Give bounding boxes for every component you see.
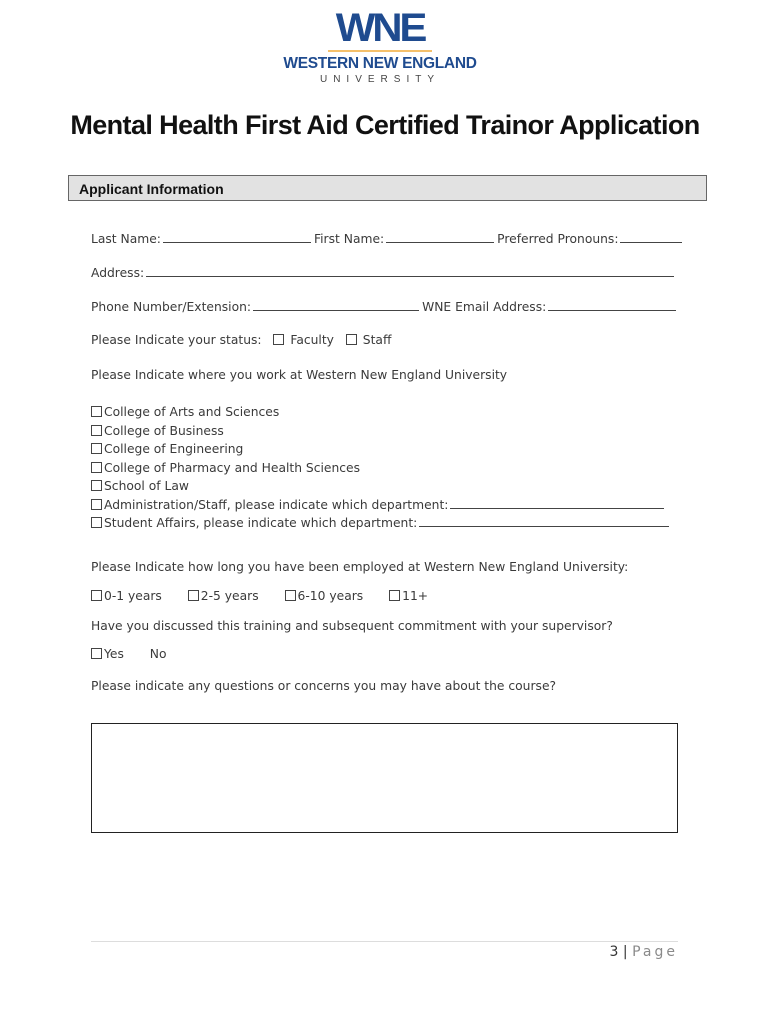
pronouns-field[interactable] <box>620 231 682 243</box>
option-label: Administration/Staff, please indicate which department: <box>104 497 449 512</box>
checkbox[interactable] <box>91 425 102 436</box>
checkbox[interactable] <box>91 462 102 473</box>
section-header: Applicant Information <box>68 175 707 201</box>
student-affairs-department-field[interactable] <box>419 515 669 527</box>
logo-mark: WNE <box>335 6 425 50</box>
pronouns-label: Preferred Pronouns: <box>497 232 619 246</box>
page-label: Page <box>632 944 678 960</box>
tenure-label: Please Indicate how long you have been employed at Western New England University: <box>91 560 629 574</box>
logo-name: WESTERN NEW ENGLAND <box>283 55 477 72</box>
footer-separator: | <box>622 944 628 960</box>
option-label: 11+ <box>402 589 429 603</box>
checkbox[interactable] <box>91 406 102 417</box>
option-label: Student Affairs, please indicate which department: <box>104 516 418 530</box>
option-label: School of Law <box>104 479 189 493</box>
page-number: 3 <box>609 944 619 960</box>
admin-department-field[interactable] <box>450 497 664 509</box>
questions-textbox[interactable] <box>91 723 678 833</box>
email-field[interactable] <box>548 299 676 311</box>
logo-rule <box>328 50 432 52</box>
phone-field[interactable] <box>253 299 419 311</box>
page-footer <box>610 944 678 960</box>
work-option <box>91 477 672 496</box>
no-option[interactable]: No <box>149 647 167 661</box>
supervisor-label: Have you discussed this training and subsequent commitment with your supervisor? <box>91 619 613 633</box>
last-name-label: Last Name: <box>91 232 161 246</box>
checkbox[interactable] <box>91 480 102 491</box>
first-name-label: First Name: <box>313 232 385 246</box>
checkbox[interactable] <box>91 590 102 601</box>
email-label: WNE Email Address: <box>422 300 547 314</box>
yes-label: Yes <box>104 647 124 661</box>
checkbox[interactable] <box>91 443 102 454</box>
checkbox[interactable] <box>285 590 296 601</box>
status-row <box>91 333 391 348</box>
option-label: College of Pharmacy and Health Sciences <box>104 460 361 475</box>
option-label: 2-5 years <box>200 589 259 603</box>
checkbox[interactable] <box>91 499 102 510</box>
contact-row <box>91 299 679 315</box>
option-label: 0-1 years <box>104 589 162 603</box>
last-name-field[interactable] <box>163 231 311 243</box>
supervisor-options <box>91 647 167 662</box>
address-field[interactable] <box>146 265 674 277</box>
work-option <box>91 440 672 459</box>
address-label: Address: <box>91 266 145 280</box>
work-option <box>91 514 672 533</box>
page-title: Mental Health First Aid Certified Trainor Application <box>70 110 700 140</box>
address-row <box>91 265 677 281</box>
yes-checkbox[interactable] <box>91 648 102 659</box>
checkbox[interactable] <box>188 590 199 601</box>
work-option <box>91 403 672 422</box>
work-options <box>91 403 672 533</box>
work-option <box>91 459 672 478</box>
phone-label: Phone Number/Extension: <box>91 300 252 314</box>
checkbox[interactable] <box>91 517 102 528</box>
work-label: Please Indicate where you work at Western New England University <box>91 368 508 382</box>
option-label: College of Business <box>104 423 224 438</box>
option-label: College of Arts and Sciences <box>104 405 280 419</box>
faculty-checkbox[interactable] <box>273 334 284 345</box>
footer-divider <box>91 941 678 942</box>
tenure-options <box>91 589 428 604</box>
staff-checkbox[interactable] <box>346 334 357 345</box>
staff-label: Staff <box>362 333 392 347</box>
first-name-field[interactable] <box>386 231 494 243</box>
work-option <box>91 422 672 441</box>
work-option <box>91 496 672 515</box>
option-label: College of Engineering <box>104 442 244 456</box>
checkbox[interactable] <box>389 590 400 601</box>
option-label: 6-10 years <box>297 589 364 603</box>
questions-label: Please indicate any questions or concerns you may have about the course? <box>91 679 557 693</box>
name-row <box>91 231 685 247</box>
faculty-label: Faculty <box>290 333 334 347</box>
status-label: Please Indicate your status: <box>91 333 262 347</box>
logo-subtitle: UNIVERSITY <box>319 74 440 85</box>
wne-logo <box>270 6 490 85</box>
